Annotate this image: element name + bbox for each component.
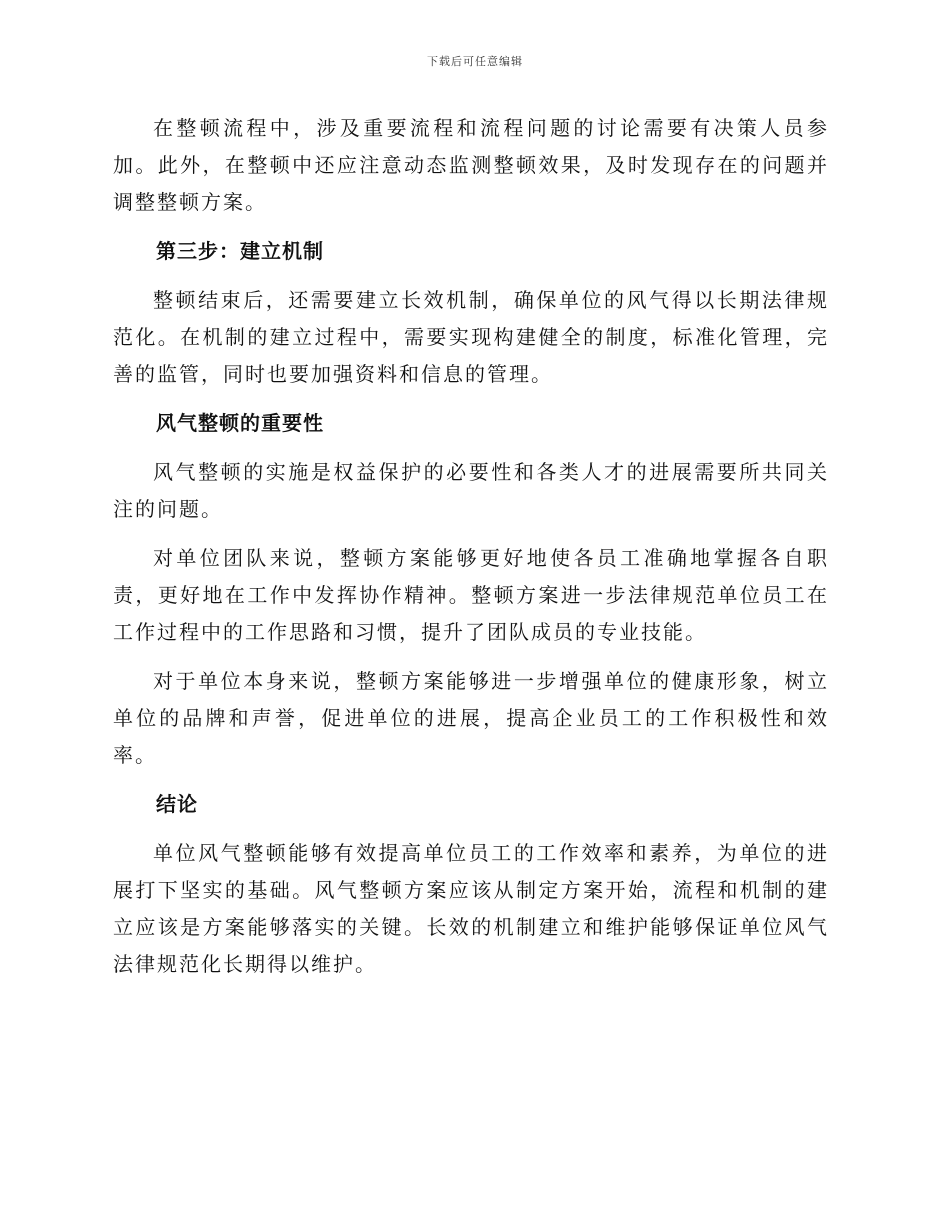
paragraph-team-benefit: 对单位团队来说，整顿方案能够更好地使各员工准确地掌握各自职责，更好地在工作中发挥协作精神。整顿方案进一步法律规范单位员工在工作过程中的工作思路和习惯，提升了团队成员的专业技能。 <box>113 546 829 644</box>
heading-step-three: 第三步：建立机制 <box>156 239 324 263</box>
page-header: 下载后可任意编辑 <box>427 55 523 68</box>
document-body <box>113 110 829 995</box>
paragraph-mechanism: 整顿结束后，还需要建立长效机制，确保单位的风气得以长期法律规范化。在机制的建立过程中，需要实现构建健全的制度，标准化管理，完善的监管，同时也要加强资料和信息的管理。 <box>113 288 829 386</box>
heading-importance: 风气整顿的重要性 <box>156 411 324 435</box>
heading-conclusion: 结论 <box>156 792 198 816</box>
paragraph-importance-intro: 风气整顿的实施是权益保护的必要性和各类人才的进展需要所共同关注的问题。 <box>113 460 829 521</box>
paragraph-rectification-process: 在整顿流程中，涉及重要流程和流程问题的讨论需要有决策人员参加。此外，在整顿中还应注意动态监测整顿效果，及时发现存在的问题并调整整顿方案。 <box>113 116 829 214</box>
paragraph-conclusion: 单位风气整顿能够有效提高单位员工的工作效率和素养，为单位的进展打下坚实的基础。风气整顿方案应该从制定方案开始，流程和机制的建立应该是方案能够落实的关键。长效的机制建立和维护能够保证单位风气法律规范化长期得以维护。 <box>113 841 829 976</box>
paragraph-unit-benefit: 对于单位本身来说，整顿方案能够进一步增强单位的健康形象，树立单位的品牌和声誉，促进单位的进展，提高企业员工的工作积极性和效率。 <box>113 669 829 767</box>
